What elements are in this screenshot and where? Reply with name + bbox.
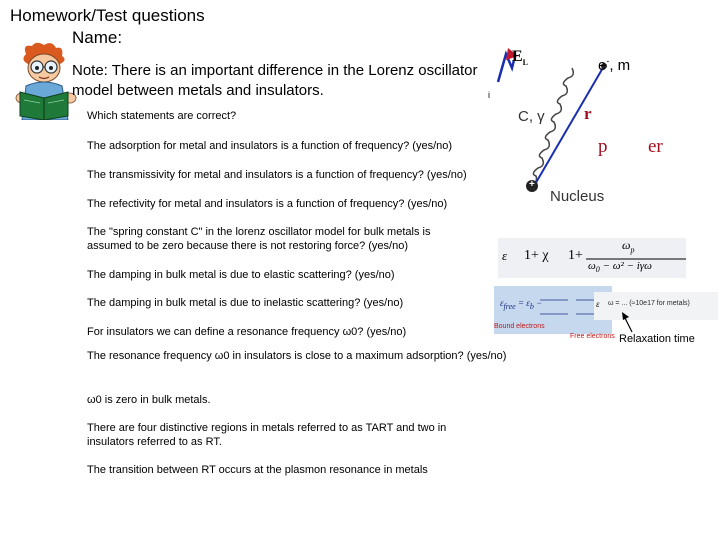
page-title: Homework/Test questions bbox=[10, 6, 205, 25]
arrow-icon bbox=[620, 312, 640, 334]
question-2: The transmissivity for metal and insulators is a function of frequency? (yes/no) bbox=[87, 169, 467, 181]
question-1: The adsorption for metal and insulators is a function of frequency? (yes/no) bbox=[87, 140, 453, 152]
question-5: The damping in bulk metal is due to elastic scattering? (yes/no) bbox=[87, 269, 395, 281]
question-4: The "spring constant C" in the lorenz oscillator model for bulk metals is assumed to be zero because there is not restoring force? (yes/no) bbox=[87, 226, 431, 252]
r-label: r bbox=[584, 104, 592, 123]
question-9: ω0 is zero in bulk metals. bbox=[87, 394, 211, 406]
question-intro: Which statements are correct? bbox=[87, 110, 237, 122]
question-8: The resonance frequency ω0 in insulators is close to a maximum adsorption? (yes/no) bbox=[87, 350, 507, 362]
dielectric-formula: ε 1+ χ 1+ $\omega_p$ $\omega_0 - \omega^2 - i\gamma\omega$ bbox=[498, 238, 686, 278]
field-label: $E_L$ bbox=[512, 48, 529, 68]
free-electron-formula: $\varepsilon_{free} = \varepsilon_b$ − Bound electrons bbox=[494, 286, 612, 334]
relaxation-formula: ε ω = ... (≈10e17 for metals) bbox=[594, 292, 718, 320]
name-label: Name: bbox=[72, 28, 123, 47]
relaxation-time-label: Relaxation time bbox=[619, 333, 695, 345]
er-label: er bbox=[648, 136, 663, 157]
question-11: The transition between RT occurs at the plasmon resonance in metals bbox=[87, 464, 428, 476]
p-label: p bbox=[598, 136, 608, 157]
stray-mark: i bbox=[488, 90, 490, 100]
spring-label: C, γ bbox=[518, 108, 545, 125]
note-text: Note: There is an important difference in the Lorenz oscillator model between metals and insulators. bbox=[72, 62, 478, 99]
question-7: For insulators we can define a resonance frequency ω0? (yes/no) bbox=[87, 326, 407, 338]
question-6: The damping in bulk metal is due to inelastic scattering? (yes/no) bbox=[87, 297, 404, 309]
question-3: The refectivity for metal and insulators is a function of frequency? (yes/no) bbox=[87, 198, 448, 210]
plus-sign: + bbox=[529, 179, 535, 190]
electron-mass-label: e-, m bbox=[598, 56, 631, 74]
question-10: There are four distinctive regions in metals referred to as TART and two in insulators referred to as RT. bbox=[87, 422, 447, 448]
oscillator-figure bbox=[494, 46, 670, 216]
nucleus-label: Nucleus bbox=[550, 188, 605, 205]
free-electrons-label: Free electrons bbox=[570, 333, 615, 340]
